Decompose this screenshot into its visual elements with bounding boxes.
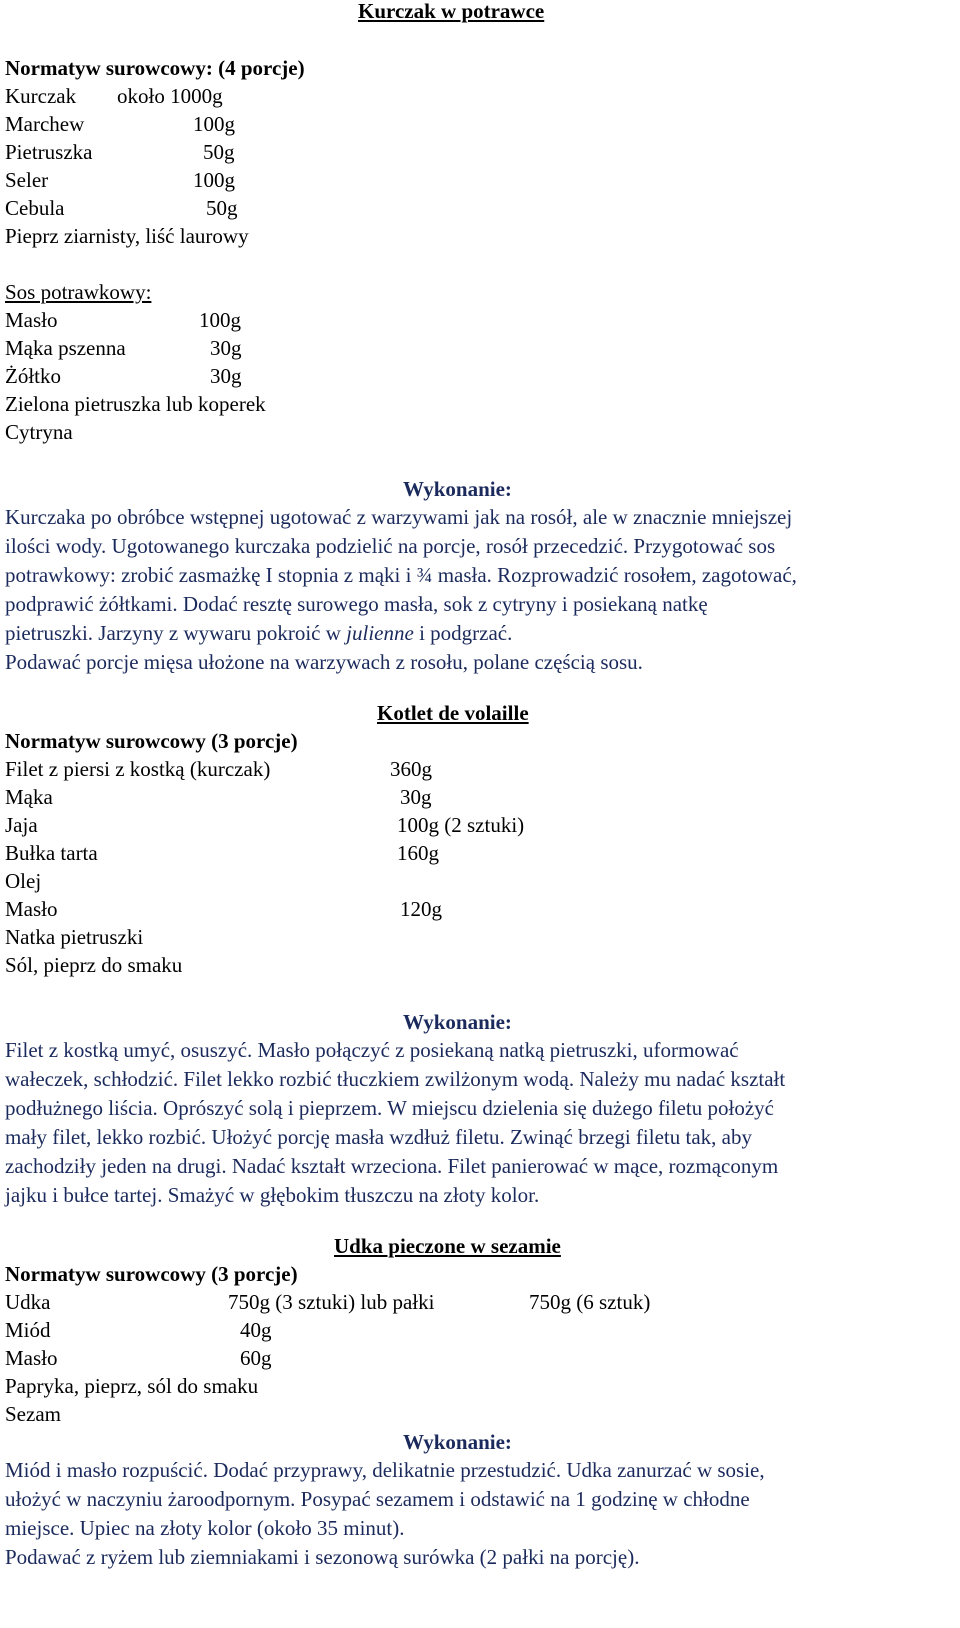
ingredient-name: Kurczak <box>5 84 77 108</box>
recipe1-title: Kurczak w potrawce <box>358 0 545 23</box>
exec-line: Podawać porcje mięsa ułożone na warzywach z rosołu, polane częścią sosu. <box>5 650 643 674</box>
ingredient-amount: 50g <box>203 140 235 164</box>
recipe3-exec-text <box>5 1456 945 1572</box>
ingredient-amount: 40g <box>240 1318 272 1342</box>
recipe1-exec-header: Wykonanie: <box>403 477 512 501</box>
exec-line: potrawkowy: zrobić zasmażkę I stopnia z mąki i ¾ masła. Rozprowadzić rosołem, zagotować, <box>5 563 797 587</box>
recipe1-exec-text <box>5 503 945 677</box>
ingredient-name: Mąka <box>5 785 53 809</box>
exec-line: zachodziły jeden na drugi. Nadać kształt wrzeciona. Filet panierować w mące, rozmąconym <box>5 1154 779 1178</box>
ingredient-amount: 360g <box>390 757 432 781</box>
sauce-ingredient-amount: 30g <box>210 364 242 388</box>
ingredient-name: Sezam <box>5 1402 61 1426</box>
ingredient-name: Cebula <box>5 196 65 220</box>
ingredient-name: Masło <box>5 1346 58 1370</box>
exec-line: mały filet, lekko rozbić. Ułożyć porcję masła wzdłuż filetu. Zwinąć brzegi filetu tak, aby <box>5 1125 752 1149</box>
ingredient-amount: około 1000g <box>117 84 223 108</box>
exec-line: wałeczek, schłodzić. Filet lekko rozbić tłuczkiem zwilżonym wodą. Należy mu nadać kształt <box>5 1067 786 1091</box>
ingredient-name: Natka pietruszki <box>5 925 144 949</box>
exec-line: podprawić żółtkami. Dodać resztę surowego masła, sok z cytryny i posiekaną natkę <box>5 592 708 616</box>
ingredient-name: Filet z piersi z kostką (kurczak) <box>5 757 271 781</box>
ingredient-name: Marchew <box>5 112 85 136</box>
sauce-ingredient-name: Mąka pszenna <box>5 336 126 360</box>
exec-italic-term: julienne <box>346 621 414 645</box>
exec-line: Podawać z ryżem lub ziemniakami i sezonową surówka (2 pałki na porcję). <box>5 1545 640 1569</box>
ingredient-name: Papryka, pieprz, sól do smaku <box>5 1374 259 1398</box>
ingredient-amount: 160g <box>397 841 439 865</box>
ingredient-name: Udka <box>5 1290 51 1314</box>
sauce-ingredient-name: Żółtko <box>5 364 61 388</box>
recipe2-title: Kotlet de volaille <box>377 701 529 725</box>
ingredient-amount: 750g (3 sztuki) lub pałki <box>228 1290 435 1314</box>
exec-line: Miód i masło rozpuścić. Dodać przyprawy, delikatnie przestudzić. Udka zanurzać w sosie, <box>5 1458 765 1482</box>
sauce-ingredient-amount: 30g <box>210 336 242 360</box>
exec-line: Kurczaka po obróbce wstępnej ugotować z warzywami jak na rosół, ale w znacznie mniejszej <box>5 505 793 529</box>
ingredient-amount: 100g (2 sztuki) <box>397 813 525 837</box>
ingredient-name: Sól, pieprz do smaku <box>5 953 183 977</box>
ingredient-amount: 120g <box>400 897 442 921</box>
exec-line: jajku i bułce tartej. Smażyć w głębokim tłuszczu na złoty kolor. <box>5 1183 540 1207</box>
recipe1-norm-header: Normatyw surowcowy: (4 porcje) <box>5 56 305 80</box>
ingredient-name: Pietruszka <box>5 140 93 164</box>
ingredient-amount: 100g <box>193 112 235 136</box>
sauce-ingredient-name: Masło <box>5 308 58 332</box>
exec-line: Filet z kostką umyć, osuszyć. Masło połączyć z posiekaną natką pietruszki, uformować <box>5 1038 739 1062</box>
sauce-header: Sos potrawkowy: <box>5 280 152 304</box>
ingredient-alt-amount: 750g (6 sztuk) <box>529 1290 651 1314</box>
exec-line: ułożyć w naczyniu żaroodpornym. Posypać sezamem i odstawić na 1 godzinę w chłodne <box>5 1487 750 1511</box>
ingredient-amount: 50g <box>206 196 238 220</box>
recipe3-exec-header: Wykonanie: <box>403 1430 512 1454</box>
ingredient-amount: 60g <box>240 1346 272 1370</box>
exec-line <box>5 619 945 648</box>
exec-line: ilości wody. Ugotowanego kurczaka podzielić na porcje, rosół przecedzić. Przygotować sos <box>5 534 776 558</box>
recipe2-norm-header: Normatyw surowcowy (3 porcje) <box>5 729 298 753</box>
ingredient-amount: 30g <box>400 785 432 809</box>
sauce-ingredient-amount: 100g <box>199 308 241 332</box>
ingredient-name: Seler <box>5 168 49 192</box>
recipe2-exec-text <box>5 1036 945 1210</box>
ingredient-name: Masło <box>5 897 58 921</box>
ingredient-name: Bułka tarta <box>5 841 98 865</box>
sauce-ingredient-name: Cytryna <box>5 420 73 444</box>
ingredient-amount: 100g <box>193 168 235 192</box>
ingredient-name: Pieprz ziarnisty, liść laurowy <box>5 224 249 248</box>
exec-line: miejsce. Upiec na złoty kolor (około 35 minut). <box>5 1516 405 1540</box>
recipe3-title: Udka pieczone w sezamie <box>334 1234 561 1258</box>
ingredient-name: Miód <box>5 1318 51 1342</box>
exec-text: i podgrzać. <box>413 621 513 645</box>
recipe2-exec-header: Wykonanie: <box>403 1010 512 1034</box>
ingredient-name: Olej <box>5 869 42 893</box>
exec-text: pietruszki. Jarzyny z wywaru pokroić w <box>5 621 347 645</box>
exec-line: podłużnego liścia. Oprószyć solą i pieprzem. W miejscu dzielenia się dużego filetu położyć <box>5 1096 774 1120</box>
sauce-ingredient-name: Zielona pietruszka lub koperek <box>5 392 266 416</box>
ingredient-name: Jaja <box>5 813 38 837</box>
recipe3-norm-header: Normatyw surowcowy (3 porcje) <box>5 1262 298 1286</box>
